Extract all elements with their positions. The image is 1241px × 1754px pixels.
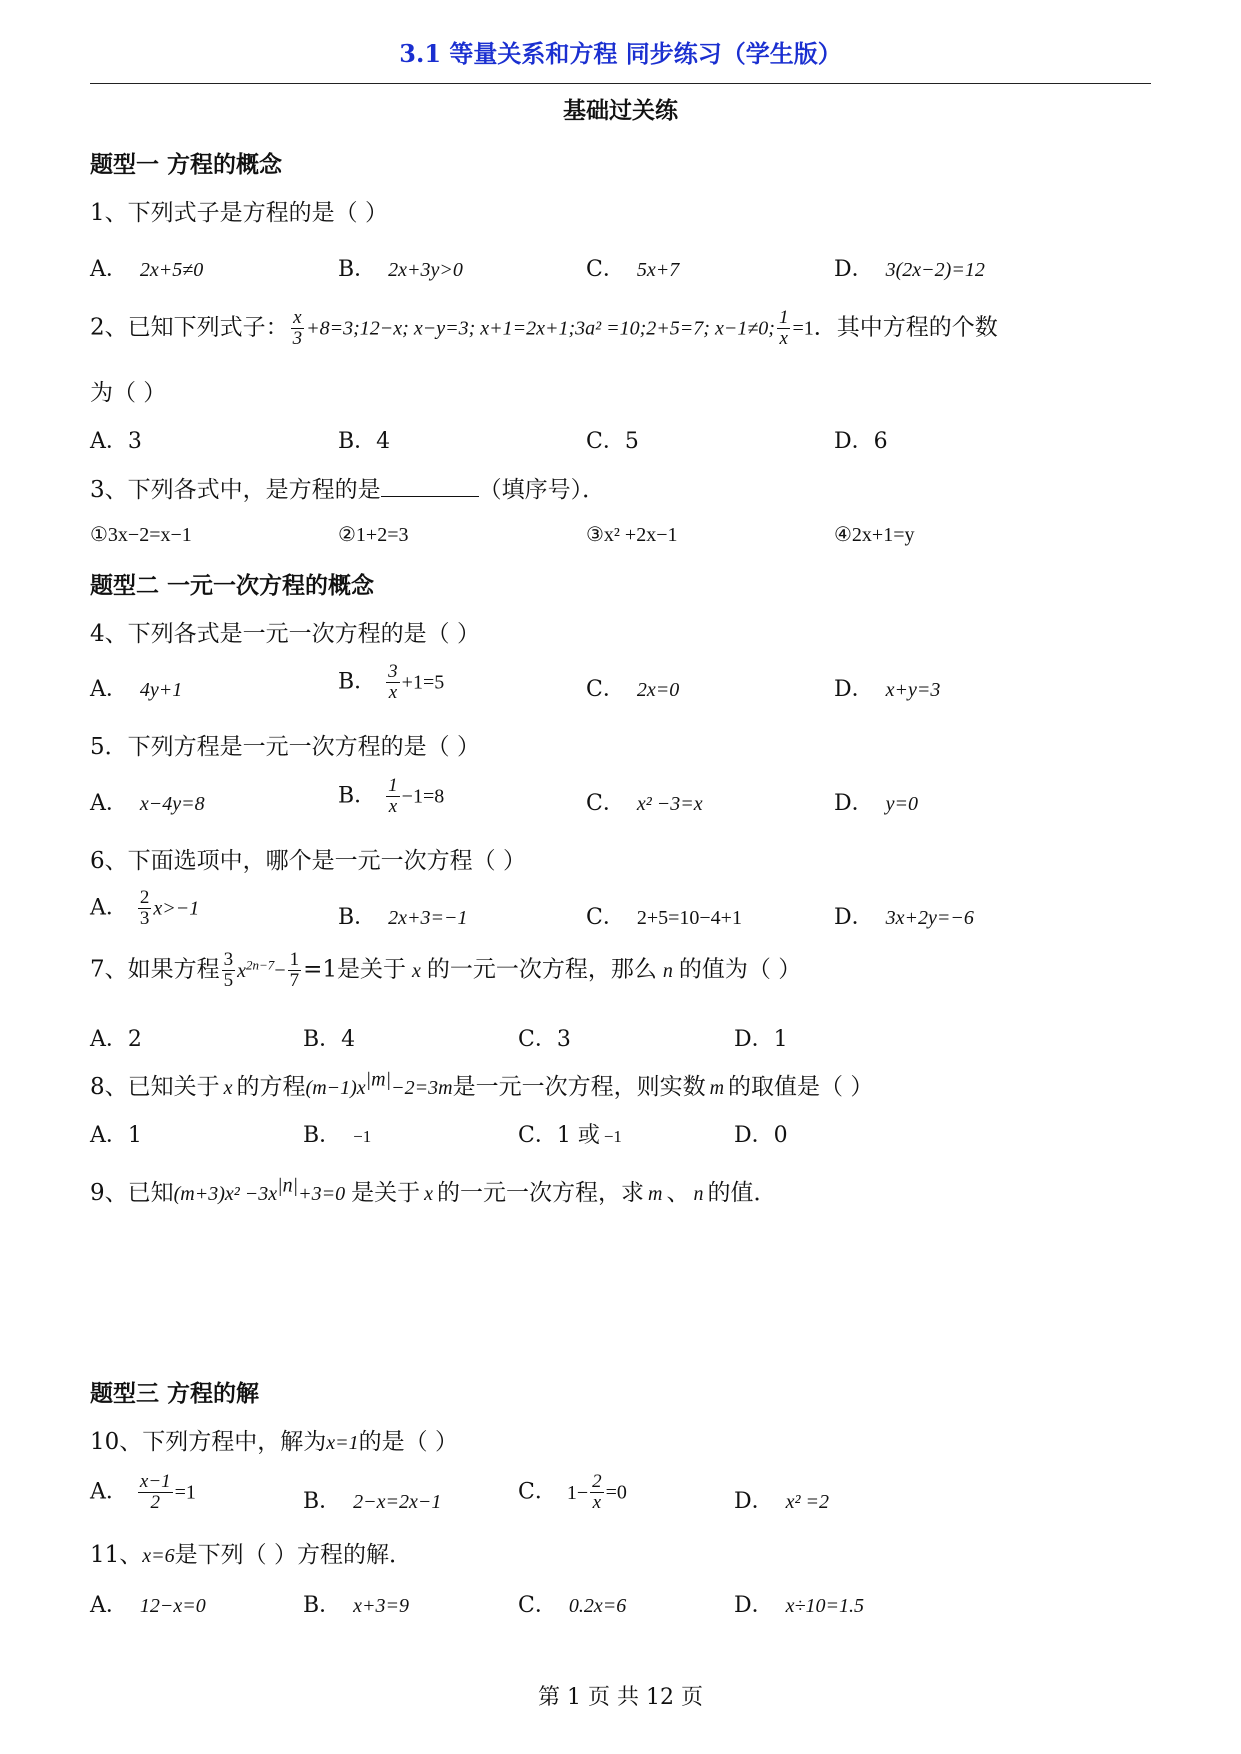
answer-blank xyxy=(381,476,479,497)
q8-option-a: A．1 xyxy=(90,1123,142,1148)
q4-option-c: C． 2x=0 xyxy=(586,677,680,702)
q6-option-d: D． 3x+2y=−6 xyxy=(834,905,974,930)
q7-option-b: B．4 xyxy=(303,1027,356,1052)
q8-option-c: C．1 或 −1 xyxy=(518,1123,622,1148)
q1-option-c: C． 5x+7 xyxy=(586,257,680,282)
q10-option-d: D． x² =2 xyxy=(734,1489,830,1514)
q3-item-4: ④2x+1=y xyxy=(834,524,915,546)
type-title-2: 题型二 一元一次方程的概念 xyxy=(90,572,375,599)
q11-option-d: D． x÷10=1.5 xyxy=(734,1593,864,1618)
q6-option-b: B． 2x+3=−1 xyxy=(338,905,468,930)
question-6-stem: 6、下面选项中，哪个是一元一次方程（ ） xyxy=(90,848,526,874)
q6-option-c: C． 2+5=10−4+1 xyxy=(586,905,742,930)
question-4-stem: 4、下列各式是一元一次方程的是（ ） xyxy=(90,621,480,647)
q1-option-a: A． 2x+5≠0 xyxy=(90,257,204,282)
question-10-stem: 10、下列方程中，解为x=1的是（ ） xyxy=(90,1429,458,1455)
q2-option-d: D．6 xyxy=(834,429,888,454)
question-9-stem: 9、已知$(m+3)x^2 -3x^{|n|}+3=0$ 是关于 x 的一元一次方程，求 m 、 n 的值． xyxy=(90,1174,777,1206)
q2-option-a: A．3 xyxy=(90,429,142,454)
question-8-stem: 8、已知关于 x 的方程$(m-1)x^{|m|}-2=3m$是一元一次方程，则实数 m 的取值是（ ） xyxy=(90,1068,874,1100)
q8-option-d: D．0 xyxy=(734,1123,788,1148)
question-7-stem: 7、如果方程 $\frac{3}{5}$ $x^{2n-7}-$ $\frac{1}{7}$ =1是关于 x 的一元一次方程，那么 n 的值为（ ） xyxy=(90,949,802,991)
q2-option-b: B．4 xyxy=(338,429,391,454)
q1-option-d: D． 3(2x−2)=12 xyxy=(834,257,985,282)
document-title: 3.1 等量关系和方程 同步练习（学生版） xyxy=(399,39,842,68)
q5-option-c: C． x² −3=x xyxy=(586,791,703,816)
q1-option-b: B． 2x+3y>0 xyxy=(338,257,463,282)
q11-option-a: A． 12−x=0 xyxy=(90,1593,206,1618)
q3-item-3: ③x² +2x−1 xyxy=(586,524,678,546)
q2-option-c: C．5 xyxy=(586,429,639,454)
q4-option-a: A． 4y+1 xyxy=(90,677,183,702)
fraction-1-over-x: $\frac{1}{x}$ xyxy=(778,307,789,349)
type-title-1: 题型一 方程的概念 xyxy=(90,151,283,178)
question-11-stem: 11、x=6是下列（ ）方程的解． xyxy=(90,1542,412,1568)
q7-option-a: A．2 xyxy=(90,1027,142,1052)
question-2-stem-cont: 为（ ） xyxy=(90,380,167,406)
q5-option-d: D． y=0 xyxy=(834,791,919,816)
question-5-stem: 5．下列方程是一元一次方程的是（ ） xyxy=(90,734,480,760)
question-3-stem: 3、下列各式中，是方程的是 （填序号）． xyxy=(90,477,606,503)
q6-option-a: A． $\frac{2}{3}$ x>−1 xyxy=(90,887,200,929)
q4-option-b: B． $\frac{3}{x}$ +1=5 xyxy=(338,661,445,703)
type-title-3: 题型三 方程的解 xyxy=(90,1380,260,1407)
q10-option-b: B． 2−x=2x−1 xyxy=(303,1489,442,1514)
q3-item-2: ②1+2=3 xyxy=(338,524,409,546)
q10-option-a: A． $\frac{x-1}{2}$ =1 xyxy=(90,1471,196,1513)
q11-option-c: C． 0.2x=6 xyxy=(518,1593,627,1618)
q7-option-c: C．3 xyxy=(518,1027,571,1052)
q5-option-a: A． x−4y=8 xyxy=(90,791,205,816)
q8-option-b: B． −1 xyxy=(303,1123,372,1148)
fraction-x-over-3: $\frac{x}{3}$ xyxy=(292,307,303,349)
q3-item-1: ①3x−2=x−1 xyxy=(90,524,192,546)
q4-option-d: D． x+y=3 xyxy=(834,677,941,702)
q5-option-b: B． $\frac{1}{x}$ −1=8 xyxy=(338,775,445,817)
page-number: 第 1 页 共 12 页 xyxy=(538,1685,703,1710)
q7-option-d: D．1 xyxy=(734,1027,788,1052)
question-2-stem: 2、已知下列式子： $\frac{x}{3}$ +8=3;12−x; x−y=3; x+1=2x+1;3a² =10;2+5=7; x−1≠0; $\frac{1}{x}$ =1．其中方程的个数 xyxy=(90,307,998,349)
question-1-stem: 1、下列式子是方程的是（ ） xyxy=(90,200,388,226)
section-title: 基础过关练 xyxy=(563,97,678,124)
q10-option-c: C． 1− $\frac{2}{x}$ =0 xyxy=(518,1471,627,1513)
q11-option-b: B． x+3=9 xyxy=(303,1593,410,1618)
header-rule xyxy=(90,83,1151,84)
